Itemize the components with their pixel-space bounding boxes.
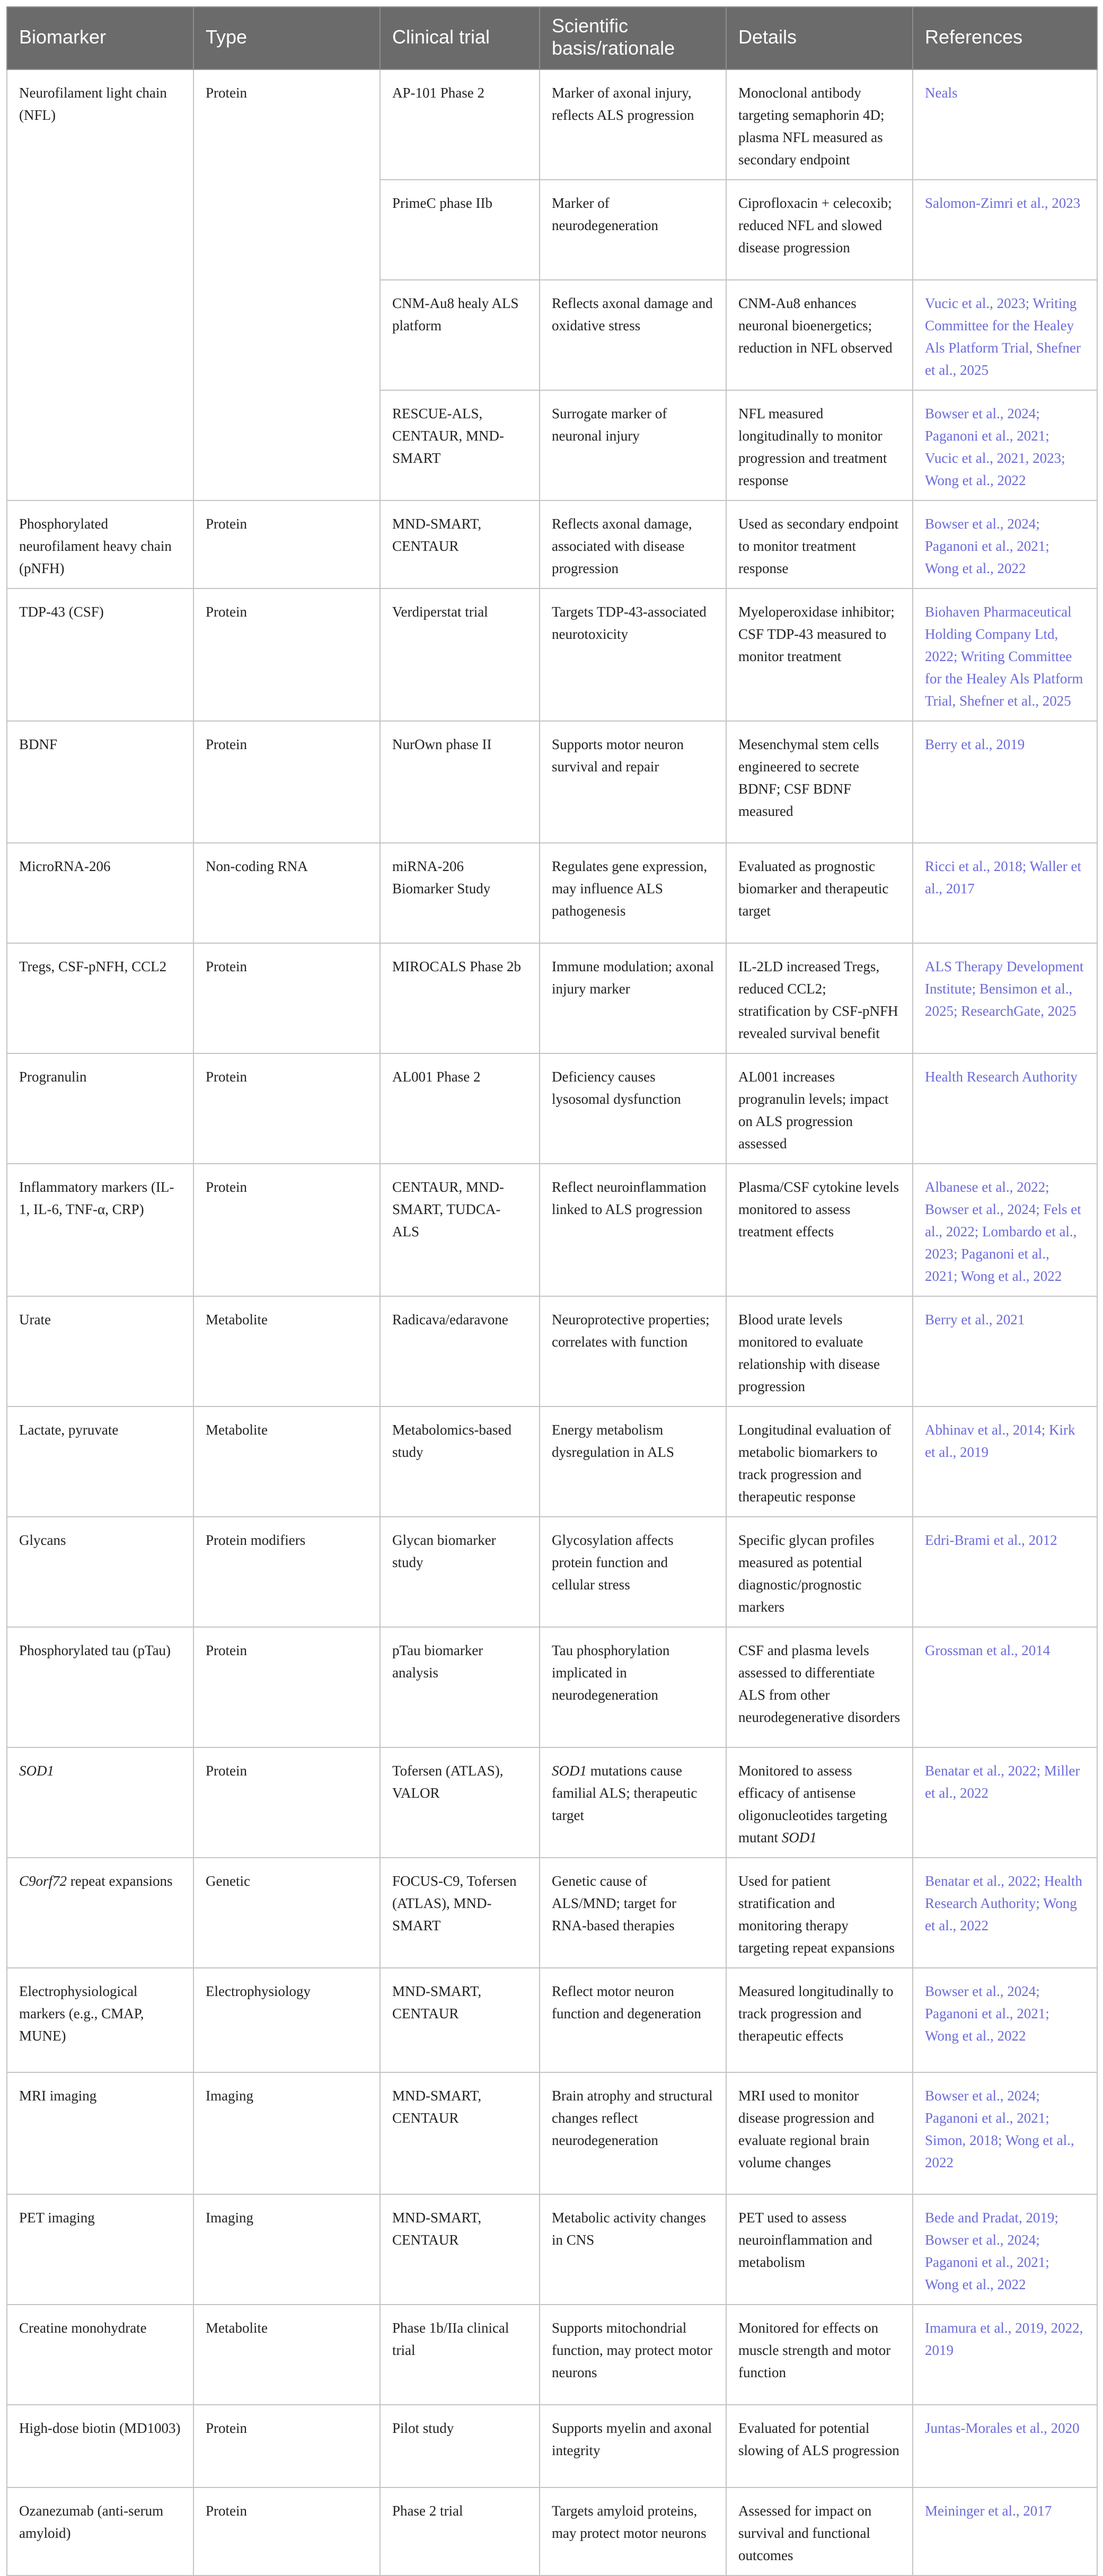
table-row — [7, 500, 1097, 588]
cell-biomarker — [7, 2405, 193, 2487]
cell-biomarker — [7, 1627, 193, 1747]
details-text: NFL measured longitudinally to monitor progression and treatment response — [738, 406, 887, 488]
cell-scientific-basis — [540, 1164, 726, 1296]
basis-text: Regulates gene expression, may influence ALS pathogenesis — [552, 858, 708, 919]
biomarker-text: MRI imaging — [19, 2088, 97, 2104]
cell-biomarker — [7, 588, 193, 721]
cell-details — [726, 2194, 913, 2305]
details-text: Blood urate levels monitored to evaluate relationship with disease progression — [738, 1312, 880, 1394]
basis-text: Targets amyloid proteins, may protect motor neurons — [552, 2503, 707, 2541]
biomarker-text: MicroRNA-206 — [19, 858, 111, 874]
cell-clinical-trial: FOCUS-C9, Tofersen (ATLAS), MND-SMART — [380, 1858, 540, 1968]
cell-details — [726, 2305, 913, 2405]
table-row — [7, 1296, 1097, 1406]
cell-type: Metabolite — [193, 1406, 380, 1517]
cell-details — [726, 1296, 913, 1406]
biomarker-text: PET imaging — [19, 2210, 95, 2226]
cell-clinical-trial: Verdiperstat trial — [380, 588, 540, 721]
cell-references-link[interactable]: ALS Therapy Development Institute; Bensimon et al., 2025; ResearchGate, 2025 — [913, 943, 1097, 1053]
details-text: Longitudinal evaluation of metabolic biomarkers to track progression and therapeutic response — [738, 1422, 891, 1505]
basis-text: Energy metabolism dysregulation in ALS — [552, 1422, 674, 1460]
basis-text: Reflect neuroinflammation linked to ALS progression — [552, 1179, 707, 1217]
cell-type: Protein — [193, 1627, 380, 1747]
cell-clinical-trial: Radicava/edaravone — [380, 1296, 540, 1406]
details-text: Used as secondary endpoint to monitor treatment response — [738, 516, 899, 576]
cell-type: Protein — [193, 69, 380, 500]
cell-type: Protein — [193, 1747, 380, 1858]
details-text: Evaluated as prognostic biomarker and therapeutic target — [738, 858, 889, 919]
cell-references-link[interactable]: Meininger et al., 2017 — [913, 2487, 1097, 2575]
cell-scientific-basis — [540, 1747, 726, 1858]
biomarker-text: Phosphorylated tau (pTau) — [19, 1642, 171, 1658]
basis-text: Tau phosphorylation implicated in neurodegeneration — [552, 1642, 670, 1703]
cell-details — [726, 2072, 913, 2194]
details-text: Evaluated for potential slowing of ALS progression — [738, 2420, 899, 2458]
cell-details — [726, 1747, 913, 1858]
biomarker-text: Neurofilament light chain (NFL) — [19, 85, 167, 123]
cell-details — [726, 1968, 913, 2072]
header-type: Type — [193, 7, 380, 69]
cell-biomarker — [7, 2194, 193, 2305]
biomarker-text: Urate — [19, 1312, 51, 1327]
cell-references-link[interactable]: Biohaven Pharmaceutical Holding Company Ltd, 2022; Writing Committee for the Healey Als Platform Trial, Shefner et al., 2025 — [913, 588, 1097, 721]
cell-clinical-trial: miRNA-206 Biomarker Study — [380, 843, 540, 943]
table-row — [7, 1968, 1097, 2072]
cell-scientific-basis — [540, 69, 726, 180]
cell-clinical-trial: Metabolomics-based study — [380, 1406, 540, 1517]
table-row — [7, 1406, 1097, 1517]
cell-references-link[interactable]: Vucic et al., 2023; Writing Committee for the Healey Als Platform Trial, Shefner et al., 2025 — [913, 280, 1097, 390]
cell-references-link[interactable]: Ricci et al., 2018; Waller et al., 2017 — [913, 843, 1097, 943]
cell-clinical-trial: AL001 Phase 2 — [380, 1053, 540, 1164]
cell-scientific-basis — [540, 843, 726, 943]
biomarker-text: BDNF — [19, 736, 58, 752]
cell-clinical-trial: AP-101 Phase 2 — [380, 69, 540, 180]
cell-type: Electrophysiology — [193, 1968, 380, 2072]
basis-text: Metabolic activity changes in CNS — [552, 2210, 706, 2248]
cell-details — [726, 1858, 913, 1968]
cell-type: Metabolite — [193, 1296, 380, 1406]
cell-type: Protein — [193, 588, 380, 721]
cell-type: Protein — [193, 2405, 380, 2487]
table-row — [7, 1627, 1097, 1747]
cell-clinical-trial: CNM-Au8 healy ALS platform — [380, 280, 540, 390]
cell-references-link[interactable]: Neals — [913, 69, 1097, 180]
details-text: Used for patient stratification and monitoring therapy targeting repeat expansions — [738, 1873, 895, 1956]
cell-details — [726, 1627, 913, 1747]
cell-scientific-basis — [540, 2487, 726, 2575]
cell-biomarker — [7, 1164, 193, 1296]
details-text: CNM-Au8 enhances neuronal bioenergetics; reduction in NFL observed — [738, 295, 893, 356]
cell-scientific-basis — [540, 500, 726, 588]
table-row — [7, 843, 1097, 943]
biomarker-text: SOD1 — [19, 1763, 54, 1779]
cell-references-link[interactable]: Edri-Brami et al., 2012 — [913, 1517, 1097, 1627]
basis-text: Reflects axonal damage, associated with disease progression — [552, 516, 692, 576]
basis-text: Immune modulation; axonal injury marker — [552, 959, 714, 997]
table-row — [7, 2072, 1097, 2194]
details-text: Mesenchymal stem cells engineered to secrete BDNF; CSF BDNF measured — [738, 736, 879, 819]
cell-scientific-basis — [540, 1406, 726, 1517]
cell-clinical-trial: PrimeC phase IIb — [380, 180, 540, 280]
cell-details — [726, 280, 913, 390]
cell-details — [726, 588, 913, 721]
basis-italic-part: SOD1 — [552, 1763, 587, 1779]
header-scientific-basis: Scientific basis/rationale — [540, 7, 726, 69]
basis-text: Genetic cause of ALS/MND; target for RNA-based therapies — [552, 1873, 676, 1933]
biomarker-italic-part: C9orf72 — [19, 1873, 67, 1889]
cell-clinical-trial: MND-SMART, CENTAUR — [380, 1968, 540, 2072]
cell-clinical-trial: NurOwn phase II — [380, 721, 540, 843]
details-text: AL001 increases progranulin levels; impact on ALS progression assessed — [738, 1069, 889, 1151]
cell-biomarker — [7, 2305, 193, 2405]
basis-text: Neuroprotective properties; correlates with function — [552, 1312, 710, 1350]
cell-scientific-basis — [540, 280, 726, 390]
cell-references-link[interactable]: Bede and Pradat, 2019; Bowser et al., 2024; Paganoni et al., 2021; Wong et al., 2022 — [913, 2194, 1097, 2305]
basis-text: Glycosylation affects protein function and cellular stress — [552, 1532, 674, 1593]
biomarker-table — [6, 6, 1098, 2576]
biomarker-text: Tregs, CSF-pNFH, CCL2 — [19, 959, 167, 974]
cell-biomarker — [7, 1296, 193, 1406]
cell-clinical-trial: Glycan biomarker study — [380, 1517, 540, 1627]
table-body — [7, 69, 1097, 2575]
biomarker-text: Phosphorylated neurofilament heavy chain (pNFH) — [19, 516, 172, 576]
cell-scientific-basis — [540, 2305, 726, 2405]
basis-text: Targets TDP-43-associated neurotoxicity — [552, 604, 707, 642]
details-text: Assessed for impact on survival and functional outcomes — [738, 2503, 872, 2563]
basis-text: Deficiency causes lysosomal dysfunction — [552, 1069, 681, 1107]
details-text: Specific glycan profiles measured as potential diagnostic/prognostic markers — [738, 1532, 875, 1615]
cell-scientific-basis — [540, 943, 726, 1053]
cell-biomarker — [7, 1858, 193, 1968]
details-text: IL-2LD increased Tregs, reduced CCL2; stratification by CSF-pNFH revealed survival benefit — [738, 959, 898, 1041]
cell-details — [726, 390, 913, 500]
cell-details — [726, 2405, 913, 2487]
cell-type: Imaging — [193, 2072, 380, 2194]
cell-type: Protein — [193, 1164, 380, 1296]
cell-biomarker — [7, 1968, 193, 2072]
basis-text: Marker of neurodegeneration — [552, 195, 658, 233]
basis-text: Supports motor neuron survival and repair — [552, 736, 684, 775]
cell-clinical-trial: Pilot study — [380, 2405, 540, 2487]
cell-scientific-basis — [540, 2405, 726, 2487]
details-text: PET used to assess neuroinflammation and metabolism — [738, 2210, 872, 2270]
cell-type: Metabolite — [193, 2305, 380, 2405]
cell-references-link[interactable]: Benatar et al., 2022; Miller et al., 2022 — [913, 1747, 1097, 1858]
biomarker-text: Inflammatory markers (IL-1, IL-6, TNF-α, CRP) — [19, 1179, 174, 1217]
cell-biomarker — [7, 1517, 193, 1627]
cell-biomarker — [7, 843, 193, 943]
biomarker-text: Progranulin — [19, 1069, 87, 1085]
cell-references-link[interactable]: Albanese et al., 2022; Bowser et al., 2024; Fels et al., 2022; Lombardo et al., 2023; Paganoni et al., 2021; Wong et al., 2022 — [913, 1164, 1097, 1296]
cell-biomarker — [7, 1053, 193, 1164]
table-row — [7, 2487, 1097, 2575]
cell-details — [726, 1053, 913, 1164]
cell-type: Imaging — [193, 2194, 380, 2305]
basis-text: Surrogate marker of neuronal injury — [552, 406, 667, 444]
details-italic-part: SOD1 — [781, 1830, 817, 1845]
cell-type: Protein — [193, 500, 380, 588]
header-references: References — [913, 7, 1097, 69]
cell-scientific-basis — [540, 1517, 726, 1627]
cell-references-link[interactable]: Bowser et al., 2024; Paganoni et al., 2021; Wong et al., 2022 — [913, 1968, 1097, 2072]
details-text: Measured longitudinally to track progression and therapeutic effects — [738, 1983, 894, 2044]
biomarker-text: Creatine monohydrate — [19, 2320, 147, 2336]
table-row — [7, 1858, 1097, 1968]
header-clinical-trial: Clinical trial — [380, 7, 540, 69]
basis-text: Brain atrophy and structural changes reflect neurodegeneration — [552, 2088, 713, 2148]
cell-type: Protein — [193, 943, 380, 1053]
cell-scientific-basis — [540, 1053, 726, 1164]
cell-references-link[interactable]: Imamura et al., 2019, 2022, 2019 — [913, 2305, 1097, 2405]
basis-text: Marker of axonal injury, reflects ALS progression — [552, 85, 694, 123]
cell-references-link[interactable]: Health Research Authority — [913, 1053, 1097, 1164]
basis-text: mutations cause familial ALS; therapeutic target — [552, 1763, 698, 1823]
cell-type: Protein — [193, 2487, 380, 2575]
cell-references-link[interactable]: Juntas-Morales et al., 2020 — [913, 2405, 1097, 2487]
cell-details — [726, 721, 913, 843]
table-row — [7, 2305, 1097, 2405]
header-row — [7, 7, 1097, 69]
biomarker-text: Ozanezumab (anti-serum amyloid) — [19, 2503, 164, 2541]
table-row — [7, 721, 1097, 843]
cell-scientific-basis — [540, 588, 726, 721]
cell-references-link[interactable]: Bowser et al., 2024; Paganoni et al., 2021; Wong et al., 2022 — [913, 500, 1097, 588]
cell-type: Genetic — [193, 1858, 380, 1968]
biomarker-text: Glycans — [19, 1532, 66, 1548]
cell-clinical-trial: MND-SMART, CENTAUR — [380, 2194, 540, 2305]
cell-details — [726, 180, 913, 280]
cell-references-link[interactable]: Salomon-Zimri et al., 2023 — [913, 180, 1097, 280]
cell-details — [726, 1164, 913, 1296]
cell-scientific-basis — [540, 2072, 726, 2194]
cell-scientific-basis — [540, 390, 726, 500]
cell-references-link[interactable]: Berry et al., 2021 — [913, 1296, 1097, 1406]
table-row — [7, 1747, 1097, 1858]
table-row — [7, 1164, 1097, 1296]
basis-text: Supports mitochondrial function, may protect motor neurons — [552, 2320, 712, 2380]
cell-references-link[interactable]: Berry et al., 2019 — [913, 721, 1097, 843]
cell-biomarker — [7, 721, 193, 843]
cell-clinical-trial: RESCUE-ALS, CENTAUR, MND-SMART — [380, 390, 540, 500]
details-text: Plasma/CSF cytokine levels monitored to assess treatment effects — [738, 1179, 899, 1239]
cell-references-link[interactable]: Abhinav et al., 2014; Kirk et al., 2019 — [913, 1406, 1097, 1517]
basis-text: Reflect motor neuron function and degeneration — [552, 1983, 701, 2021]
cell-scientific-basis — [540, 180, 726, 280]
biomarker-text: Electrophysiological markers (e.g., CMAP, MUNE) — [19, 1983, 144, 2044]
table-row — [7, 1517, 1097, 1627]
basis-text: Supports myelin and axonal integrity — [552, 2420, 712, 2458]
biomarker-table-container — [6, 6, 1097, 2563]
cell-clinical-trial: Phase 1b/IIa clinical trial — [380, 2305, 540, 2405]
header-details: Details — [726, 7, 913, 69]
cell-scientific-basis — [540, 2194, 726, 2305]
cell-references-link[interactable]: Bowser et al., 2024; Paganoni et al., 2021; Simon, 2018; Wong et al., 2022 — [913, 2072, 1097, 2194]
biomarker-text: TDP-43 (CSF) — [19, 604, 104, 620]
biomarker-text: repeat expansions — [67, 1873, 173, 1889]
cell-clinical-trial: MND-SMART, CENTAUR — [380, 2072, 540, 2194]
cell-scientific-basis — [540, 1968, 726, 2072]
cell-type: Non-coding RNA — [193, 843, 380, 943]
table-row — [7, 588, 1097, 721]
basis-text: Reflects axonal damage and oxidative stress — [552, 295, 713, 333]
cell-scientific-basis — [540, 721, 726, 843]
cell-details — [726, 500, 913, 588]
cell-details — [726, 943, 913, 1053]
header-biomarker: Biomarker — [7, 7, 193, 69]
details-text: Ciprofloxacin + celecoxib; reduced NFL and slowed disease progression — [738, 195, 892, 256]
details-text: MRI used to monitor disease progression and evaluate regional brain volume changes — [738, 2088, 875, 2170]
table-row — [7, 69, 1097, 180]
cell-details — [726, 69, 913, 180]
table-row — [7, 2194, 1097, 2305]
cell-clinical-trial: MND-SMART, CENTAUR — [380, 500, 540, 588]
cell-references-link[interactable]: Bowser et al., 2024; Paganoni et al., 2021; Vucic et al., 2021, 2023; Wong et al., 2022 — [913, 390, 1097, 500]
cell-scientific-basis — [540, 1627, 726, 1747]
cell-clinical-trial: pTau biomarker analysis — [380, 1627, 540, 1747]
cell-type: Protein modifiers — [193, 1517, 380, 1627]
cell-details — [726, 1517, 913, 1627]
details-text: Monoclonal antibody targeting semaphorin 4D; plasma NFL measured as secondary endpoint — [738, 85, 885, 168]
biomarker-text: Lactate, pyruvate — [19, 1422, 119, 1438]
cell-clinical-trial: CENTAUR, MND-SMART, TUDCA-ALS — [380, 1164, 540, 1296]
cell-biomarker — [7, 69, 193, 500]
cell-scientific-basis — [540, 1858, 726, 1968]
details-text: Monitored for effects on muscle strength and motor function — [738, 2320, 891, 2380]
cell-clinical-trial: Phase 2 trial — [380, 2487, 540, 2575]
cell-biomarker — [7, 2072, 193, 2194]
details-text: Myeloperoxidase inhibitor; CSF TDP-43 measured to monitor treatment — [738, 604, 895, 664]
cell-biomarker — [7, 2487, 193, 2575]
cell-biomarker — [7, 1406, 193, 1517]
details-text: CSF and plasma levels assessed to differentiate ALS from other neurodegenerative disorders — [738, 1642, 901, 1725]
cell-details — [726, 2487, 913, 2575]
cell-clinical-trial: Tofersen (ATLAS), VALOR — [380, 1747, 540, 1858]
cell-biomarker — [7, 500, 193, 588]
table-row — [7, 2405, 1097, 2487]
details-text: Monitored to assess efficacy of antisense oligonucleotides targeting mutant — [738, 1763, 887, 1845]
cell-details — [726, 1406, 913, 1517]
cell-details — [726, 843, 913, 943]
cell-references-link[interactable]: Benatar et al., 2022; Health Research Authority; Wong et al., 2022 — [913, 1858, 1097, 1968]
table-row — [7, 1053, 1097, 1164]
table-row — [7, 943, 1097, 1053]
cell-scientific-basis — [540, 1296, 726, 1406]
biomarker-text: High-dose biotin (MD1003) — [19, 2420, 181, 2436]
cell-biomarker — [7, 1747, 193, 1858]
cell-type: Protein — [193, 721, 380, 843]
cell-biomarker — [7, 943, 193, 1053]
cell-references-link[interactable]: Grossman et al., 2014 — [913, 1627, 1097, 1747]
cell-type: Protein — [193, 1053, 380, 1164]
cell-clinical-trial: MIROCALS Phase 2b — [380, 943, 540, 1053]
